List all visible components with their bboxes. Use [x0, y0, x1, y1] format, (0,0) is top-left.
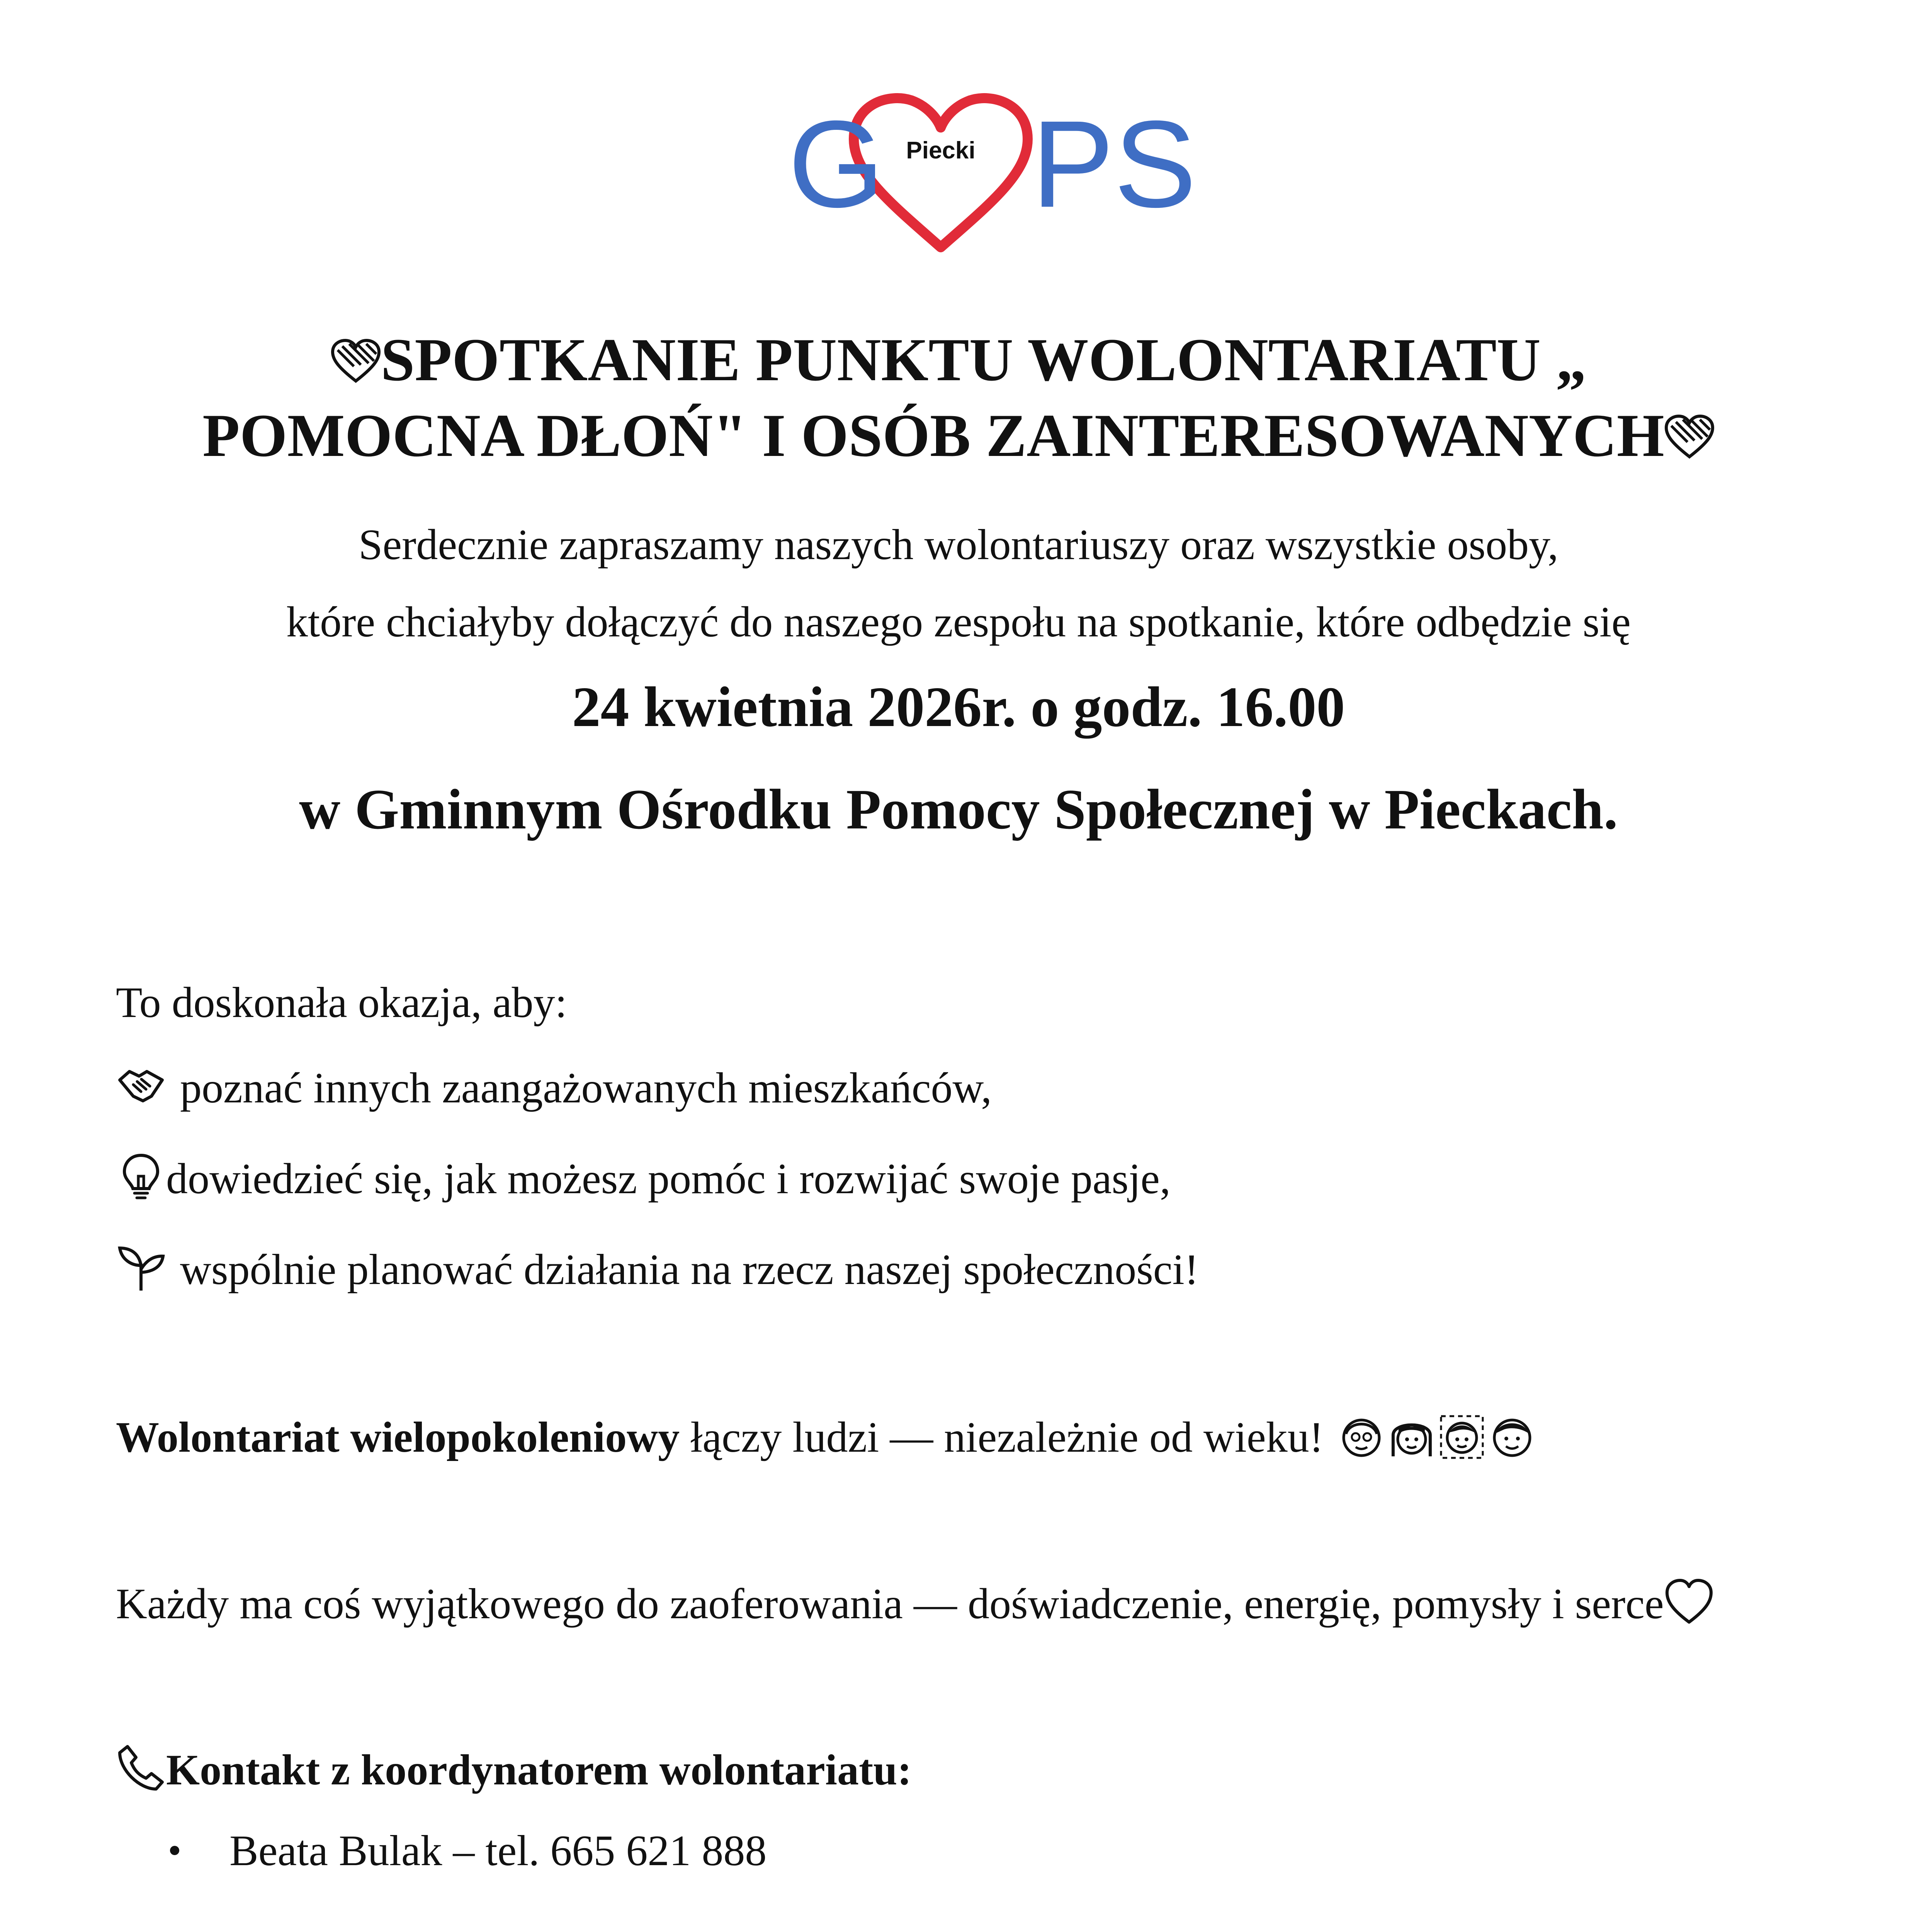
phone-icon: [116, 1743, 166, 1793]
occasion-item-text: poznać innych zaangażowanych mieszkańców,: [180, 1064, 992, 1112]
older-person-icon: [1338, 1414, 1385, 1460]
boy-icon: [1489, 1414, 1535, 1460]
title-line-2: [0, 401, 1917, 471]
title-line-1: [0, 325, 1917, 395]
contact-heading: Kontakt z koordynatorem wolontariatu:: [166, 1746, 912, 1794]
multigen-line: [116, 1410, 1535, 1464]
lightbulb-icon: [116, 1151, 166, 1202]
occasion-item: [116, 1242, 1199, 1297]
event-place: w Gminnym Ośrodku Pomocy Społecznej w Pieckach.: [299, 778, 1618, 841]
woman-icon: [1388, 1414, 1435, 1460]
title-text-2: POMOCNA DŁOŃ" I OSÓB ZAINTERESOWANYCH: [202, 402, 1664, 469]
child-icon: [1439, 1414, 1485, 1460]
occasion-item-text: dowiedzieć się, jak możesz pomóc i rozwijać swoje pasje,: [166, 1155, 1171, 1203]
contact-heading-line: [116, 1743, 912, 1797]
intro-line-2: które chciałyby dołączyć do naszego zespołu na spotkanie, które odbędzie się: [286, 598, 1631, 646]
intro-line-1: Serdecznie zapraszamy naszych wolontariuszy oraz wszystkie osoby,: [359, 521, 1558, 569]
contact-person-item: [170, 1824, 766, 1878]
logo-heart-text: Piecki: [906, 137, 975, 164]
everyone-text: Każdy ma coś wyjątkowego do zaoferowania — doświadczenie, energię, pomysły i serce: [116, 1580, 1664, 1628]
occasion-lead: To doskonała okazja, aby:: [116, 979, 567, 1027]
logo-letter-g: G: [788, 95, 884, 233]
logo-letters-ps: PS: [1032, 95, 1196, 233]
bullet: [170, 1846, 179, 1855]
title-text-1: SPOTKANIE PUNKTU WOLONTARIATU „: [381, 326, 1587, 394]
heart-pattern-icon: [331, 330, 381, 376]
occasion-item: [116, 1151, 1171, 1206]
handshake-icon: [116, 1061, 166, 1111]
heart-outline-icon: [1664, 1577, 1714, 1627]
multigen-bold: Wolontariat wielopokoleniowy: [116, 1413, 680, 1461]
event-date: 24 kwietnia 2026r. o godz. 16.00: [572, 675, 1345, 739]
heart-pattern-icon: [1664, 406, 1715, 452]
occasion-item: [116, 1061, 992, 1115]
gops-logo: [726, 77, 1213, 270]
multigen-rest: łączy ludzi — niezależnie od wieku!: [680, 1413, 1324, 1461]
contact-person: Beata Bulak – tel. 665 621 888: [229, 1827, 767, 1875]
occasion-item-text: wspólnie planować działania na rzecz naszej społeczności!: [180, 1246, 1199, 1294]
everyone-line: [116, 1577, 1714, 1631]
seedling-icon: [116, 1242, 166, 1293]
